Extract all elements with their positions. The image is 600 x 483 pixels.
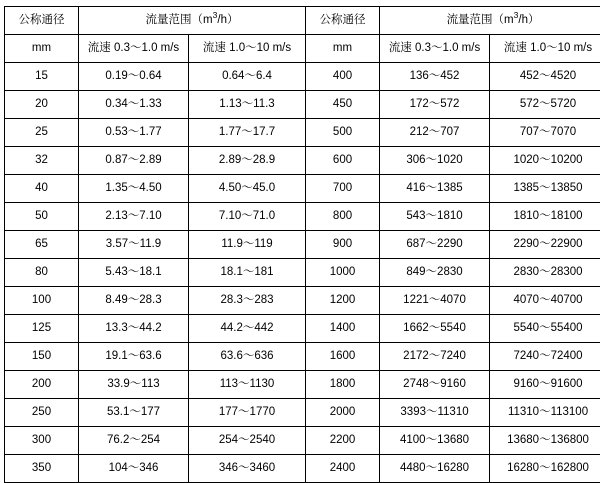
cell-nominal-diameter-right: 800	[306, 203, 380, 231]
cell-flow-low-right: 2172～7240	[380, 343, 490, 371]
table-header	[5, 7, 600, 63]
cell-nominal-diameter-right: 450	[306, 91, 380, 119]
cell-flow-low-left: 33.9～113	[79, 371, 189, 399]
cell-nominal-diameter-right: 1400	[306, 315, 380, 343]
cell-flow-low-right: 2748～9160	[380, 371, 490, 399]
cell-flow-low-right: 1221～4070	[380, 287, 490, 315]
cell-flow-low-left: 104～346	[79, 455, 189, 483]
cell-nominal-diameter-left: 25	[5, 119, 79, 147]
cell-flow-low-left: 0.19～0.64	[79, 63, 189, 91]
cell-flow-low-right: 4480～16280	[380, 455, 490, 483]
cell-nominal-diameter-left: 80	[5, 259, 79, 287]
cell-flow-high-right: 1020～10200	[490, 147, 600, 175]
table-row	[5, 371, 600, 399]
cell-flow-high-right: 13680～136800	[490, 427, 600, 455]
cell-flow-high-right: 16280～162800	[490, 455, 600, 483]
cell-nominal-diameter-right: 600	[306, 147, 380, 175]
cell-nominal-diameter-left: 65	[5, 231, 79, 259]
cell-nominal-diameter-right: 1800	[306, 371, 380, 399]
table-body	[5, 63, 600, 483]
cell-nominal-diameter-left: 15	[5, 63, 79, 91]
cell-flow-high-right: 7240～72400	[490, 343, 600, 371]
header-flow-range-left	[79, 7, 306, 35]
cell-flow-low-left: 0.34～1.33	[79, 91, 189, 119]
table-row	[5, 427, 600, 455]
cell-nominal-diameter-left: 250	[5, 399, 79, 427]
cell-flow-low-right: 849～2830	[380, 259, 490, 287]
cell-flow-high-left: 11.9～119	[189, 231, 306, 259]
cell-nominal-diameter-right: 1000	[306, 259, 380, 287]
cell-flow-high-left: 346～3460	[189, 455, 306, 483]
flow-range-table	[4, 6, 600, 483]
cell-flow-low-right: 136～452	[380, 63, 490, 91]
cell-flow-high-right: 452～4520	[490, 63, 600, 91]
cell-nominal-diameter-right: 700	[306, 175, 380, 203]
cell-nominal-diameter-right: 2000	[306, 399, 380, 427]
cell-flow-low-left: 53.1～177	[79, 399, 189, 427]
cell-nominal-diameter-left: 40	[5, 175, 79, 203]
header-unit-right: mm	[306, 35, 380, 63]
cell-flow-low-right: 4100～13680	[380, 427, 490, 455]
cell-flow-high-left: 0.64～6.4	[189, 63, 306, 91]
cell-flow-high-left: 7.10～71.0	[189, 203, 306, 231]
cell-nominal-diameter-right: 1600	[306, 343, 380, 371]
cell-nominal-diameter-right: 900	[306, 231, 380, 259]
cell-nominal-diameter-right: 500	[306, 119, 380, 147]
header-flow-range-left-tail: /h）	[217, 14, 238, 26]
cell-flow-low-left: 2.13～7.10	[79, 203, 189, 231]
table-row	[5, 147, 600, 175]
header-flow-range-right	[380, 7, 600, 35]
cell-flow-low-left: 19.1～63.6	[79, 343, 189, 371]
table-row	[5, 287, 600, 315]
cell-flow-low-right: 416～1385	[380, 175, 490, 203]
cell-flow-low-left: 8.49～28.3	[79, 287, 189, 315]
header-velocity-low-left: 流速 0.3～1.0 m/s	[79, 35, 189, 63]
cell-nominal-diameter-left: 150	[5, 343, 79, 371]
cell-flow-low-right: 212～707	[380, 119, 490, 147]
header-velocity-high-right: 流速 1.0～10 m/s	[490, 35, 600, 63]
cell-flow-high-right: 2830～28300	[490, 259, 600, 287]
cell-nominal-diameter-right: 2200	[306, 427, 380, 455]
header-row-units	[5, 35, 600, 63]
cell-flow-low-left: 5.43～18.1	[79, 259, 189, 287]
header-flow-range-left-text: 流量范围（m	[146, 14, 213, 26]
cell-nominal-diameter-left: 20	[5, 91, 79, 119]
table-row	[5, 399, 600, 427]
header-flow-range-right-tail: /h）	[518, 14, 539, 26]
cell-flow-low-right: 172～572	[380, 91, 490, 119]
cell-flow-high-left: 63.6～636	[189, 343, 306, 371]
header-flow-range-right-sup: 3	[514, 10, 519, 20]
cell-flow-high-left: 1.77～17.7	[189, 119, 306, 147]
cell-flow-high-right: 1385～13850	[490, 175, 600, 203]
cell-flow-low-right: 687～2290	[380, 231, 490, 259]
header-row-main	[5, 7, 600, 35]
header-velocity-low-right: 流速 0.3～1.0 m/s	[380, 35, 490, 63]
header-velocity-high-left: 流速 1.0～10 m/s	[189, 35, 306, 63]
cell-flow-low-left: 3.57～11.9	[79, 231, 189, 259]
cell-flow-high-left: 18.1～181	[189, 259, 306, 287]
cell-flow-low-left: 0.87～2.89	[79, 147, 189, 175]
cell-flow-high-right: 11310～113100	[490, 399, 600, 427]
cell-nominal-diameter-left: 32	[5, 147, 79, 175]
cell-flow-low-left: 13.3～44.2	[79, 315, 189, 343]
cell-flow-high-right: 707～7070	[490, 119, 600, 147]
cell-flow-high-left: 44.2～442	[189, 315, 306, 343]
table-row	[5, 63, 600, 91]
cell-flow-low-left: 0.53～1.77	[79, 119, 189, 147]
cell-flow-high-left: 2.89～28.9	[189, 147, 306, 175]
table-row	[5, 91, 600, 119]
cell-flow-low-right: 306～1020	[380, 147, 490, 175]
cell-flow-low-right: 543～1810	[380, 203, 490, 231]
cell-flow-high-right: 5540～55400	[490, 315, 600, 343]
cell-flow-high-right: 572～5720	[490, 91, 600, 119]
cell-flow-high-left: 1.13～11.3	[189, 91, 306, 119]
cell-flow-low-right: 3393～11310	[380, 399, 490, 427]
cell-flow-high-left: 4.50～45.0	[189, 175, 306, 203]
table-row	[5, 343, 600, 371]
cell-nominal-diameter-left: 125	[5, 315, 79, 343]
cell-flow-high-right: 9160～91600	[490, 371, 600, 399]
header-unit-left: mm	[5, 35, 79, 63]
cell-nominal-diameter-right: 400	[306, 63, 380, 91]
cell-flow-high-right: 4070～40700	[490, 287, 600, 315]
cell-flow-high-left: 113～1130	[189, 371, 306, 399]
table-row	[5, 119, 600, 147]
cell-flow-high-left: 177～1770	[189, 399, 306, 427]
cell-nominal-diameter-left: 350	[5, 455, 79, 483]
table-row	[5, 315, 600, 343]
cell-nominal-diameter-left: 100	[5, 287, 79, 315]
cell-flow-high-right: 2290～22900	[490, 231, 600, 259]
header-flow-range-right-text: 流量范围（m	[447, 14, 514, 26]
cell-nominal-diameter-left: 50	[5, 203, 79, 231]
cell-flow-high-right: 1810～18100	[490, 203, 600, 231]
cell-flow-high-left: 254～2540	[189, 427, 306, 455]
cell-nominal-diameter-right: 2400	[306, 455, 380, 483]
header-nominal-diameter-right: 公称通径	[306, 7, 380, 35]
header-flow-range-left-sup: 3	[213, 10, 218, 20]
cell-flow-low-right: 1662～5540	[380, 315, 490, 343]
cell-flow-low-left: 1.35～4.50	[79, 175, 189, 203]
header-nominal-diameter-left: 公称通径	[5, 7, 79, 35]
cell-nominal-diameter-left: 200	[5, 371, 79, 399]
cell-flow-high-left: 28.3～283	[189, 287, 306, 315]
table-row	[5, 231, 600, 259]
table-row	[5, 259, 600, 287]
cell-nominal-diameter-left: 300	[5, 427, 79, 455]
table-row	[5, 455, 600, 483]
table-row	[5, 203, 600, 231]
table-row	[5, 175, 600, 203]
cell-nominal-diameter-right: 1200	[306, 287, 380, 315]
cell-flow-low-left: 76.2～254	[79, 427, 189, 455]
